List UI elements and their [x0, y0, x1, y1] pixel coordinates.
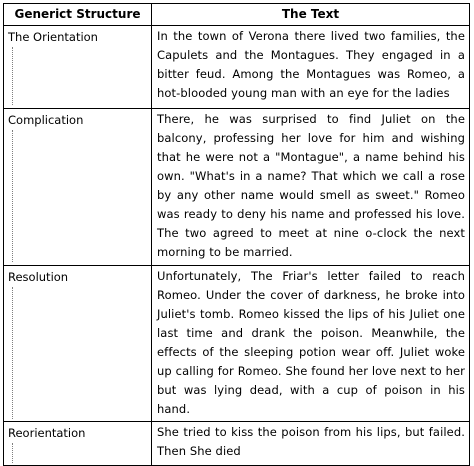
header-the-text: The Text	[152, 4, 470, 26]
structure-label: Complication	[8, 113, 84, 127]
text-boundary-marker	[12, 287, 13, 419]
text-cell: There, he was surprised to find Juliet on the balcony, professing her love for him and wishing that he were not a "Montague", a name behind his own. "What's in a name? That which we call a rose by any other name would smell as sweet." Romeo was ready to deny his name and professed his love. The two agreed to meet at nine o-clock the next morning to be married.	[152, 109, 470, 266]
structure-cell	[4, 422, 152, 466]
text-boundary-marker	[12, 130, 13, 262]
structure-cell	[4, 26, 152, 109]
structure-cell	[4, 266, 152, 422]
table-row	[4, 109, 470, 266]
structure-label: Resolution	[8, 270, 69, 284]
table-row	[4, 266, 470, 422]
text-boundary-marker	[12, 47, 13, 105]
story-structure-table	[3, 3, 470, 466]
text-cell: Unfortunately, The Friar's letter failed to reach Romeo. Under the cover of darkness, he broke into Juliet's tomb. Romeo kissed the lips of his Juliet one last time and drank the poison. Meanwhile, the effects of the sleeping potion wear off. Juliet woke up calling for Romeo. She found her love next to her but was lying dead, with a cup of poison in his hand.	[152, 266, 470, 422]
structure-label: Reorientation	[8, 426, 86, 440]
table-row	[4, 26, 470, 109]
text-cell: In the town of Verona there lived two families, the Capulets and the Montagues. They engaged in a bitter feud. Among the Montagues was Romeo, a hot-blooded young man with an eye for the ladies	[152, 26, 470, 109]
text-cell: She tried to kiss the poison from his lips, but failed. Then She died	[152, 422, 470, 466]
structure-cell	[4, 109, 152, 266]
text-boundary-marker	[12, 443, 13, 463]
table-row	[4, 422, 470, 466]
header-row	[4, 4, 470, 26]
header-generic-structure: Generict Structure	[4, 4, 152, 26]
structure-label: The Orientation	[8, 30, 98, 44]
